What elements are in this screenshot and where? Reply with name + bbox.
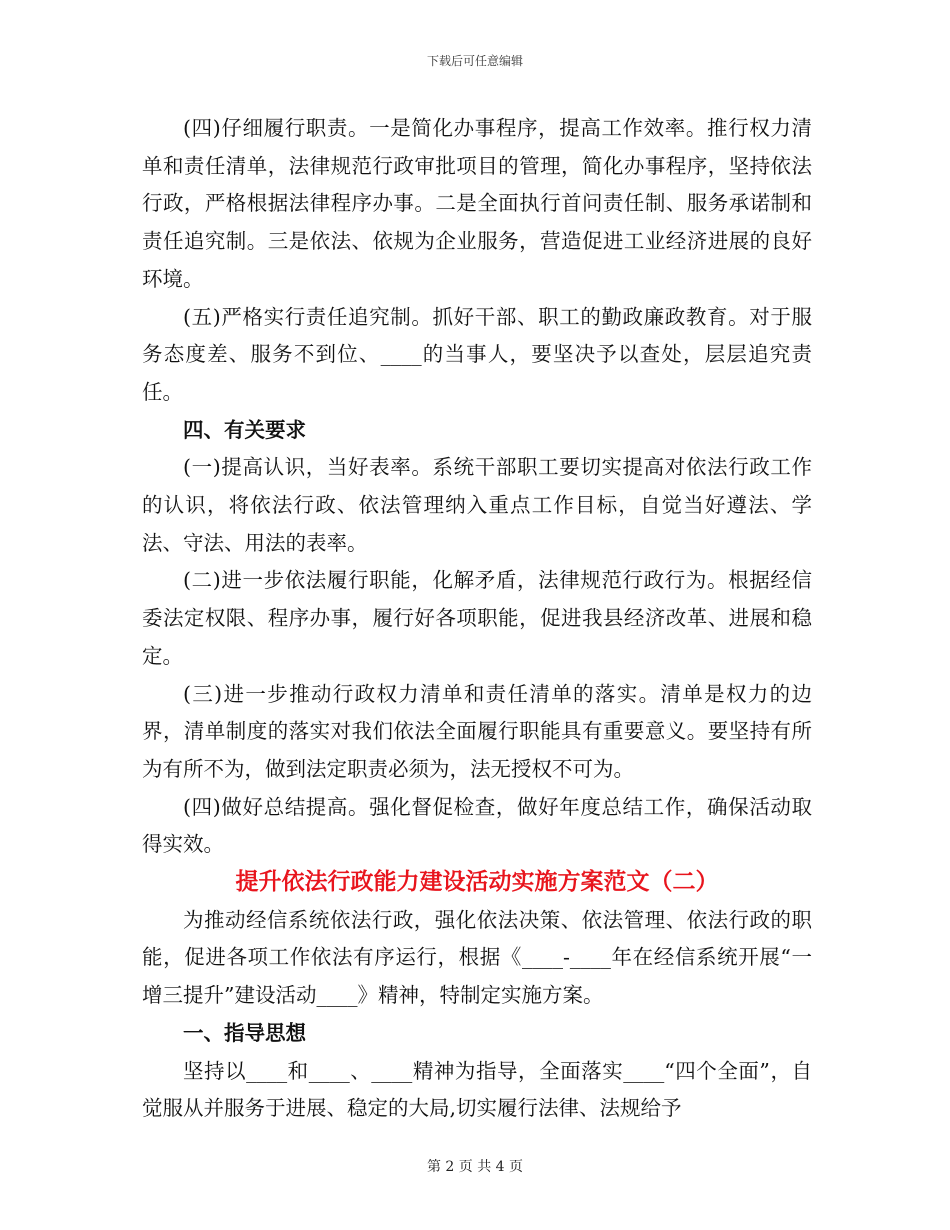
document-title-two: 提升依法行政能力建设活动实施方案范文（二） (235, 869, 719, 896)
paragraph-lists: (三)进一步推动行政权力清单和责任清单的落实。清单是权力的边界，清单制度的落实对我们依法全面履行职能具有重要意义。要坚持有所为有所不为，做到法定职责必须为，法无授权不可为。 (142, 681, 812, 781)
paragraph-awareness: (一)提高认识，当好表率。系统干部职工要切实提高对依法行政工作的认识，将依法行政、依法管理纳入重点工作目标，自觉当好遵法、学法、守法、用法的表率。 (142, 455, 812, 555)
paragraph-intro: 为推动经信系统依法行政，强化依法决策、依法管理、依法行政的职能，促进各项工作依法有序运行，根据《____-____年在经信系统开展“一增三提升”建设活动____》精神，特制定实施方案。 (142, 907, 812, 1008)
document-body (142, 110, 812, 1128)
paragraph-duty: (四)仔细履行职责。一是简化办事程序，提高工作效率。推行权力清单和责任清单，法律规范行政审批项目的管理，简化办事程序，坚持依法行政，严格根据法律程序办事。二是全面执行首问责任制、服务承诺制和责任追究制。三是依法、依规为企业服务，营造促进工业经济进展的良好环境。 (142, 116, 812, 291)
paragraph-guiding-thought: 坚持以____和____、____精神为指导，全面落实____“四个全面”，自觉服从并服务于进展、稳定的大局,切实履行法律、法规给予 (142, 1058, 812, 1121)
section-heading-requirements: 四、有关要求 (183, 417, 306, 442)
section-heading-guiding-thought: 一、指导思想 (183, 1020, 306, 1045)
paragraph-functions: (二)进一步依法履行职能，化解矛盾，法律规范行政行为。根据经信委法定权限、程序办事，履行好各项职能，促进我县经济改革、进展和稳定。 (142, 568, 812, 668)
paragraph-accountability: (五)严格实行责任追究制。抓好干部、职工的勤政廉政教育。对于服务态度差、服务不到位、____的当事人，要坚决予以查处，层层追究责任。 (142, 304, 812, 404)
paragraph-summary: (四)做好总结提高。强化督促检查，做好年度总结工作，确保活动取得实效。 (142, 794, 812, 857)
page-number: 第 2 页 共 4 页 (426, 1159, 524, 1175)
header-note: 下载后可任意编辑 (426, 54, 523, 68)
